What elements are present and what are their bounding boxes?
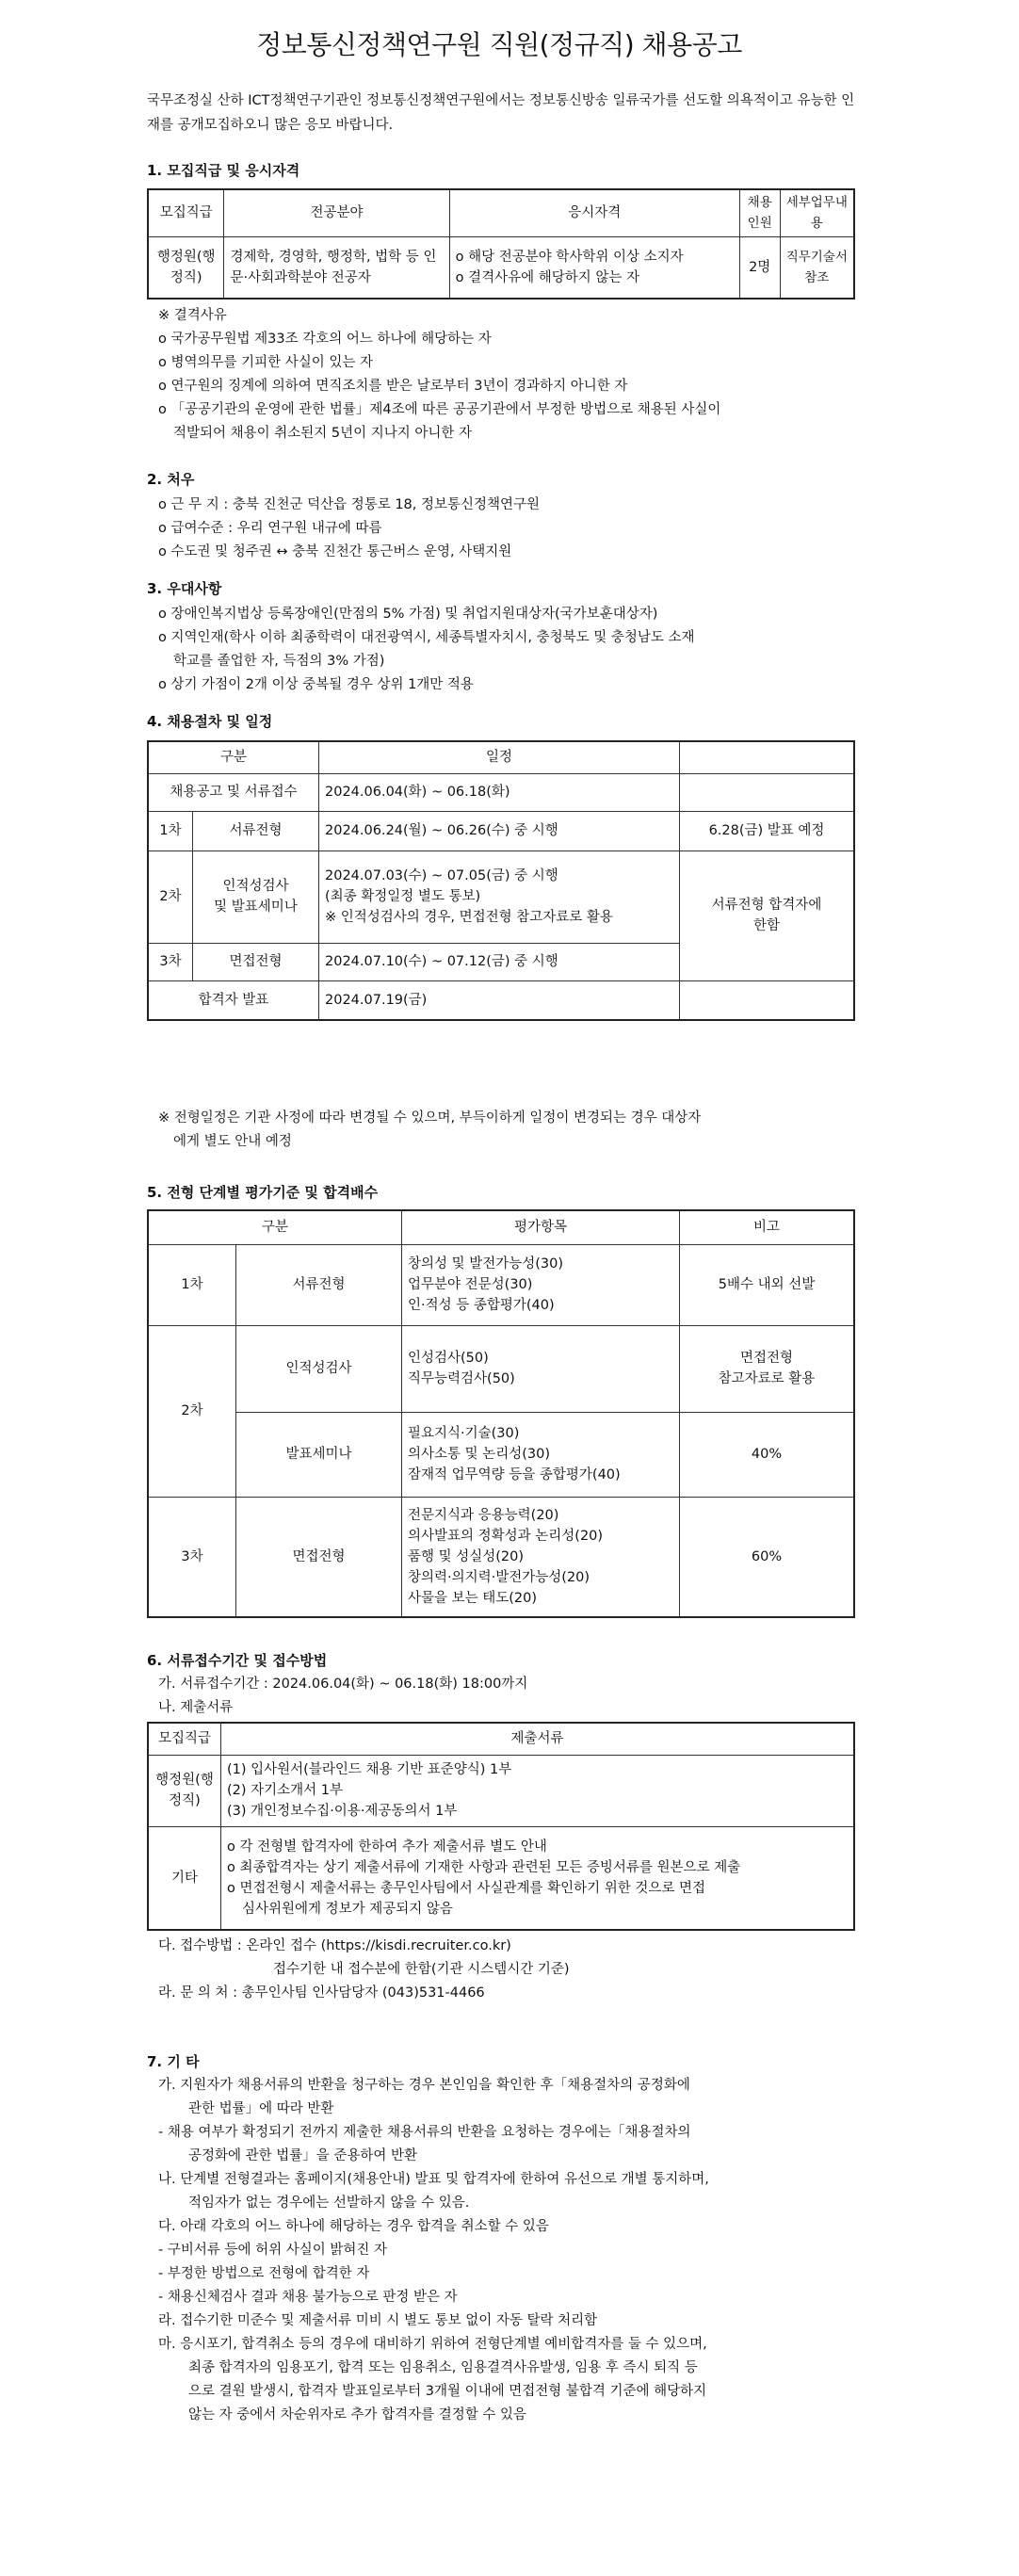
stage-1-note: 6.28(금) 발표 예정 bbox=[680, 811, 855, 851]
documents-table bbox=[147, 1722, 855, 1931]
final-announce-date: 2024.07.19(금) bbox=[319, 980, 680, 1020]
th-documents: 제출서류 bbox=[221, 1723, 855, 1755]
doc-item: o 각 전형별 합격자에 한하여 추가 제출서류 별도 안내 bbox=[227, 1839, 547, 1855]
th-major: 전공분야 bbox=[224, 189, 449, 236]
section-6-heading: 6. 서류접수기간 및 접수방법 bbox=[147, 1652, 328, 1669]
recruit-table bbox=[147, 188, 855, 300]
benefit-item: o 급여수준 : 우리 연구원 내규에 따름 bbox=[158, 521, 382, 536]
eval-stage-1-note: 5배수 내외 선발 bbox=[680, 1244, 855, 1325]
cell-grade: 행정원(행정직) bbox=[148, 236, 224, 299]
stage-note-line: 서류전형 합격자에 bbox=[711, 898, 822, 913]
doc-item: 심사위원에게 정보가 제공되지 않음 bbox=[242, 1901, 453, 1917]
stage-2-date-line: 2024.07.03(수) ~ 07.05(금) 중 시행 bbox=[325, 868, 558, 883]
final-announce-name: 합격자 발표 bbox=[148, 980, 319, 1020]
eval-item: 업무분야 전문성(30) bbox=[408, 1277, 533, 1292]
eval-item: 인성검사(50) bbox=[408, 1351, 489, 1366]
misc-item: 나. 단계별 전형결과는 홈페이지(채용안내) 발표 및 합격자에 한하여 유선으로 개별 통지하며, bbox=[158, 2172, 709, 2187]
disqualification-notes bbox=[158, 304, 865, 446]
doc-item: o 최종합격자는 상기 제출서류에 기재한 사항과 관련된 모든 증빙서류를 원본으로 제출 bbox=[227, 1859, 741, 1875]
th-category: 구분 bbox=[148, 1210, 402, 1244]
benefits-list bbox=[158, 494, 540, 564]
note-line: o 병역의무를 기피한 사실이 있는 자 bbox=[158, 355, 374, 370]
section-3-heading: 3. 우대사항 bbox=[147, 580, 222, 597]
row-announce-date: 2024.06.04(화) ~ 06.18(화) bbox=[319, 773, 680, 811]
submission-period: 가. 서류접수기간 : 2024.06.04(화) ~ 06.18(화) 18:00까지 bbox=[158, 1677, 528, 1692]
contact-info: 라. 문 의 처 : 총무인사팀 인사담당자 (043)531-4466 bbox=[158, 1985, 485, 2001]
eval-item: 의사소통 및 논리성(30) bbox=[408, 1447, 551, 1462]
stage-2-name bbox=[193, 851, 319, 943]
eval-item: 창의성 및 발전가능성(30) bbox=[408, 1256, 564, 1272]
eval-item: 직무능력검사(50) bbox=[408, 1371, 515, 1386]
footnote-line: ※ 전형일정은 기관 사정에 따라 변경될 수 있으며, 부득이하게 일정이 변경되는 경우 대상자 bbox=[158, 1110, 702, 1126]
stage-2-name-line: 인적성검사 bbox=[222, 879, 289, 894]
eval-stage-1: 1차 bbox=[148, 1244, 236, 1325]
stage-2: 2차 bbox=[148, 851, 193, 943]
misc-list bbox=[158, 2074, 709, 2427]
eval-stage-2b-name: 발표세미나 bbox=[236, 1412, 402, 1497]
eval-stage-3-note: 60% bbox=[680, 1497, 855, 1617]
eval-stage-2a-note bbox=[680, 1325, 855, 1412]
misc-item: 라. 접수기한 미준수 및 제출서류 미비 시 별도 통보 없이 자동 탈락 처리함 bbox=[158, 2313, 598, 2328]
eval-item: 창의력·의지력·발전가능성(20) bbox=[408, 1569, 590, 1585]
doc-item: (1) 입사원서(블라인드 채용 기반 표준양식) 1부 bbox=[227, 1762, 512, 1777]
note-line: ※ 결격사유 bbox=[158, 308, 227, 323]
evaluation-table bbox=[147, 1209, 855, 1618]
eval-stage-3: 3차 bbox=[148, 1497, 236, 1617]
preference-item: 학교를 졸업한 자, 득점의 3% 가점) bbox=[173, 654, 385, 669]
doc-item: (3) 개인정보수집·이용·제공동의서 1부 bbox=[227, 1804, 458, 1819]
misc-item: - 채용신체검사 결과 채용 불가능으로 판정 받은 자 bbox=[158, 2290, 458, 2305]
stage-2-date bbox=[319, 851, 680, 943]
preference-item: o 지역인재(학사 이하 최종학력이 대전광역시, 세종특별자치시, 충청북도 및 충청남도 소재 bbox=[158, 630, 695, 645]
required-docs-label: 나. 제출서류 bbox=[158, 1700, 234, 1715]
stage-note-line: 한함 bbox=[752, 918, 780, 933]
docs-other-label: 기타 bbox=[148, 1826, 221, 1930]
note-line: o 국가공무원법 제33조 각호의 어느 하나에 해당하는 자 bbox=[158, 332, 492, 347]
preference-item: o 상기 가점이 2개 이상 중복될 경우 상위 1개만 적용 bbox=[158, 677, 474, 692]
section-2-heading: 2. 처우 bbox=[147, 471, 195, 488]
note-line: o 연구원의 징계에 의하여 면직조치를 받은 날로부터 3년이 경과하지 아니한 자 bbox=[158, 379, 628, 394]
eval-stage-3-items bbox=[402, 1497, 680, 1617]
eval-stage-2b-note: 40% bbox=[680, 1412, 855, 1497]
stage-3: 3차 bbox=[148, 943, 193, 980]
eval-item: 필요지식·기술(30) bbox=[408, 1426, 520, 1441]
cell-major: 경제학, 경영학, 행정학, 법학 등 인문·사회과학분야 전공자 bbox=[224, 236, 449, 299]
note-line: 적발되어 채용이 취소된지 5년이 지나지 아니한 자 bbox=[173, 426, 473, 441]
th-eval-items: 평가항목 bbox=[402, 1210, 680, 1244]
misc-item: - 구비서류 등에 허위 사실이 밝혀진 자 bbox=[158, 2243, 387, 2258]
note-line: o 「공공기관의 운영에 관한 법률」제4조에 따른 공공기관에서 부정한 방법으로 채용된 사실이 bbox=[158, 402, 721, 417]
docs-other-list bbox=[221, 1826, 855, 1930]
final-announce-note bbox=[680, 980, 855, 1020]
eval-stage-2b-items bbox=[402, 1412, 680, 1497]
submission-info bbox=[158, 1673, 527, 1720]
eval-stage-2a-items bbox=[402, 1325, 680, 1412]
application-deadline-note: 접수기한 내 접수분에 한함(기관 시스템시간 기준) bbox=[273, 1962, 570, 1977]
schedule-footnote bbox=[158, 1107, 701, 1154]
eval-item: 인·적성 등 종합평가(40) bbox=[408, 1298, 555, 1313]
eval-stage-2: 2차 bbox=[148, 1325, 236, 1497]
eval-stage-1-name: 서류전형 bbox=[236, 1244, 402, 1325]
cell-qualification bbox=[449, 236, 739, 299]
benefit-item: o 근 무 지 : 충북 진천군 덕산읍 정통로 18, 정보통신정책연구원 bbox=[158, 497, 541, 512]
stage-2-date-line: (최종 확정일정 별도 통보) bbox=[325, 889, 481, 904]
stage-3-date: 2024.07.10(수) ~ 07.12(금) 중 시행 bbox=[319, 943, 680, 980]
cell-count: 2명 bbox=[739, 236, 780, 299]
eval-stage-2a-name: 인적성검사 bbox=[236, 1325, 402, 1412]
preference-list bbox=[158, 603, 694, 697]
misc-item: 다. 아래 각호의 어느 하나에 해당하는 경우 합격을 취소할 수 있음 bbox=[158, 2219, 549, 2234]
row-announce-note bbox=[680, 773, 855, 811]
th-schedule: 일정 bbox=[319, 741, 680, 773]
intro-text: 국무조정실 산하 ICT정책연구기관인 정보통신정책연구원에서는 정보통신방송 일류국가를 선도할 의욕적이고 유능한 인재를 공개모집하오니 많은 응모 바랍니다. bbox=[147, 93, 855, 133]
eval-note-line: 면접전형 bbox=[739, 1351, 794, 1366]
misc-item: 최종 합격자의 임용포기, 합격 또는 임용취소, 임용결격사유발생, 임용 후 즉시 퇴직 등 bbox=[188, 2360, 698, 2375]
doc-item: (2) 자기소개서 1부 bbox=[227, 1783, 344, 1798]
eval-item: 품행 및 성실성(20) bbox=[408, 1548, 525, 1564]
docs-grade: 행정원(행정직) bbox=[148, 1755, 221, 1826]
eval-item: 의사발표의 정확성과 논리성(20) bbox=[408, 1528, 604, 1544]
stage-2-3-note bbox=[680, 851, 855, 980]
section-5-heading: 5. 전형 단계별 평가기준 및 합격배수 bbox=[147, 1184, 379, 1201]
section-1-heading: 1. 모집직급 및 응시자격 bbox=[147, 162, 300, 179]
qualification-1: o 해당 전공분야 학사학위 이상 소지자 bbox=[455, 249, 684, 265]
misc-item: 공정화에 관한 법률」을 준용하여 반환 bbox=[188, 2148, 418, 2163]
page-title: 정보통신정책연구원 직원(정규직) 채용공고 bbox=[256, 29, 742, 60]
footnote-line: 에게 별도 안내 예정 bbox=[173, 1134, 292, 1149]
stage-1-date: 2024.06.24(월) ~ 06.26(수) 중 시행 bbox=[319, 811, 680, 851]
th-remarks: 비고 bbox=[680, 1210, 855, 1244]
th-qualification: 응시자격 bbox=[449, 189, 739, 236]
preference-item: o 장애인복지법상 등록장애인(만점의 5% 가점) 및 취업지원대상자(국가보훈대상자) bbox=[158, 607, 658, 622]
application-info bbox=[158, 1935, 570, 2005]
th-duty: 세부업무내용 bbox=[780, 189, 854, 236]
misc-item: - 부정한 방법으로 전형에 합격한 자 bbox=[158, 2266, 370, 2281]
misc-item: 적임자가 없는 경우에는 선발하지 않을 수 있음. bbox=[188, 2195, 470, 2211]
benefit-item: o 수도권 및 청주권 ↔ 충북 진천간 통근버스 운영, 사택지원 bbox=[158, 544, 512, 559]
section-4-heading: 4. 채용절차 및 일정 bbox=[147, 713, 273, 730]
eval-item: 전문지식과 응용능력(20) bbox=[408, 1507, 559, 1523]
qualification-2: o 결격사유에 해당하지 않는 자 bbox=[455, 269, 640, 285]
cell-duty: 직무기술서 참조 bbox=[780, 236, 854, 299]
misc-item: 않는 자 중에서 차순위자로 추가 합격자를 결정할 수 있음 bbox=[188, 2407, 527, 2422]
eval-item: 사물을 보는 태도(20) bbox=[408, 1590, 538, 1606]
misc-item: 관한 법률」에 따라 반환 bbox=[188, 2101, 334, 2116]
section-7-heading: 7. 기 타 bbox=[147, 2053, 200, 2070]
eval-stage-1-items bbox=[402, 1244, 680, 1325]
application-method: 다. 접수방법 : 온라인 접수 (https://kisdi.recruiter.co.kr) bbox=[158, 1938, 511, 1953]
eval-stage-3-name: 면접전형 bbox=[236, 1497, 402, 1617]
th-category: 구분 bbox=[148, 741, 319, 773]
th-note bbox=[680, 741, 855, 773]
misc-item: 마. 응시포기, 합격취소 등의 경우에 대비하기 위하여 전형단계별 예비합격자를 둘 수 있으며, bbox=[158, 2337, 707, 2352]
th-grade: 모집직급 bbox=[148, 1723, 221, 1755]
stage-1: 1차 bbox=[148, 811, 193, 851]
th-grade: 모집직급 bbox=[148, 189, 224, 236]
schedule-table bbox=[147, 740, 855, 1021]
row-announce-name: 채용공고 및 서류접수 bbox=[148, 773, 319, 811]
th-count: 채용인원 bbox=[739, 189, 780, 236]
misc-item: 가. 지원자가 채용서류의 반환을 청구하는 경우 본인임을 확인한 후「채용절차의 공정화에 bbox=[158, 2078, 690, 2093]
stage-3-name: 면접전형 bbox=[193, 943, 319, 980]
doc-item: o 면접전형시 제출서류는 총무인사팀에서 사실관계를 확인하기 위한 것으로 면접 bbox=[227, 1880, 705, 1896]
stage-2-date-line: ※ 인적성검사의 경우, 면접전형 참고자료로 활용 bbox=[325, 910, 613, 925]
stage-2-name-line: 및 발표세미나 bbox=[214, 899, 298, 915]
stage-1-name: 서류전형 bbox=[193, 811, 319, 851]
docs-list bbox=[221, 1755, 855, 1826]
misc-item: 으로 결원 발생시, 합격자 발표일로부터 3개월 이내에 면접전형 불합격 기준에 해당하지 bbox=[188, 2384, 707, 2399]
misc-item: - 채용 여부가 확정되기 전까지 제출한 채용서류의 반환을 요청하는 경우에는「채용절차의 bbox=[158, 2125, 691, 2140]
eval-note-line: 참고자료로 활용 bbox=[718, 1371, 816, 1386]
eval-item: 잠재적 업무역량 등을 종합평가(40) bbox=[408, 1467, 621, 1482]
